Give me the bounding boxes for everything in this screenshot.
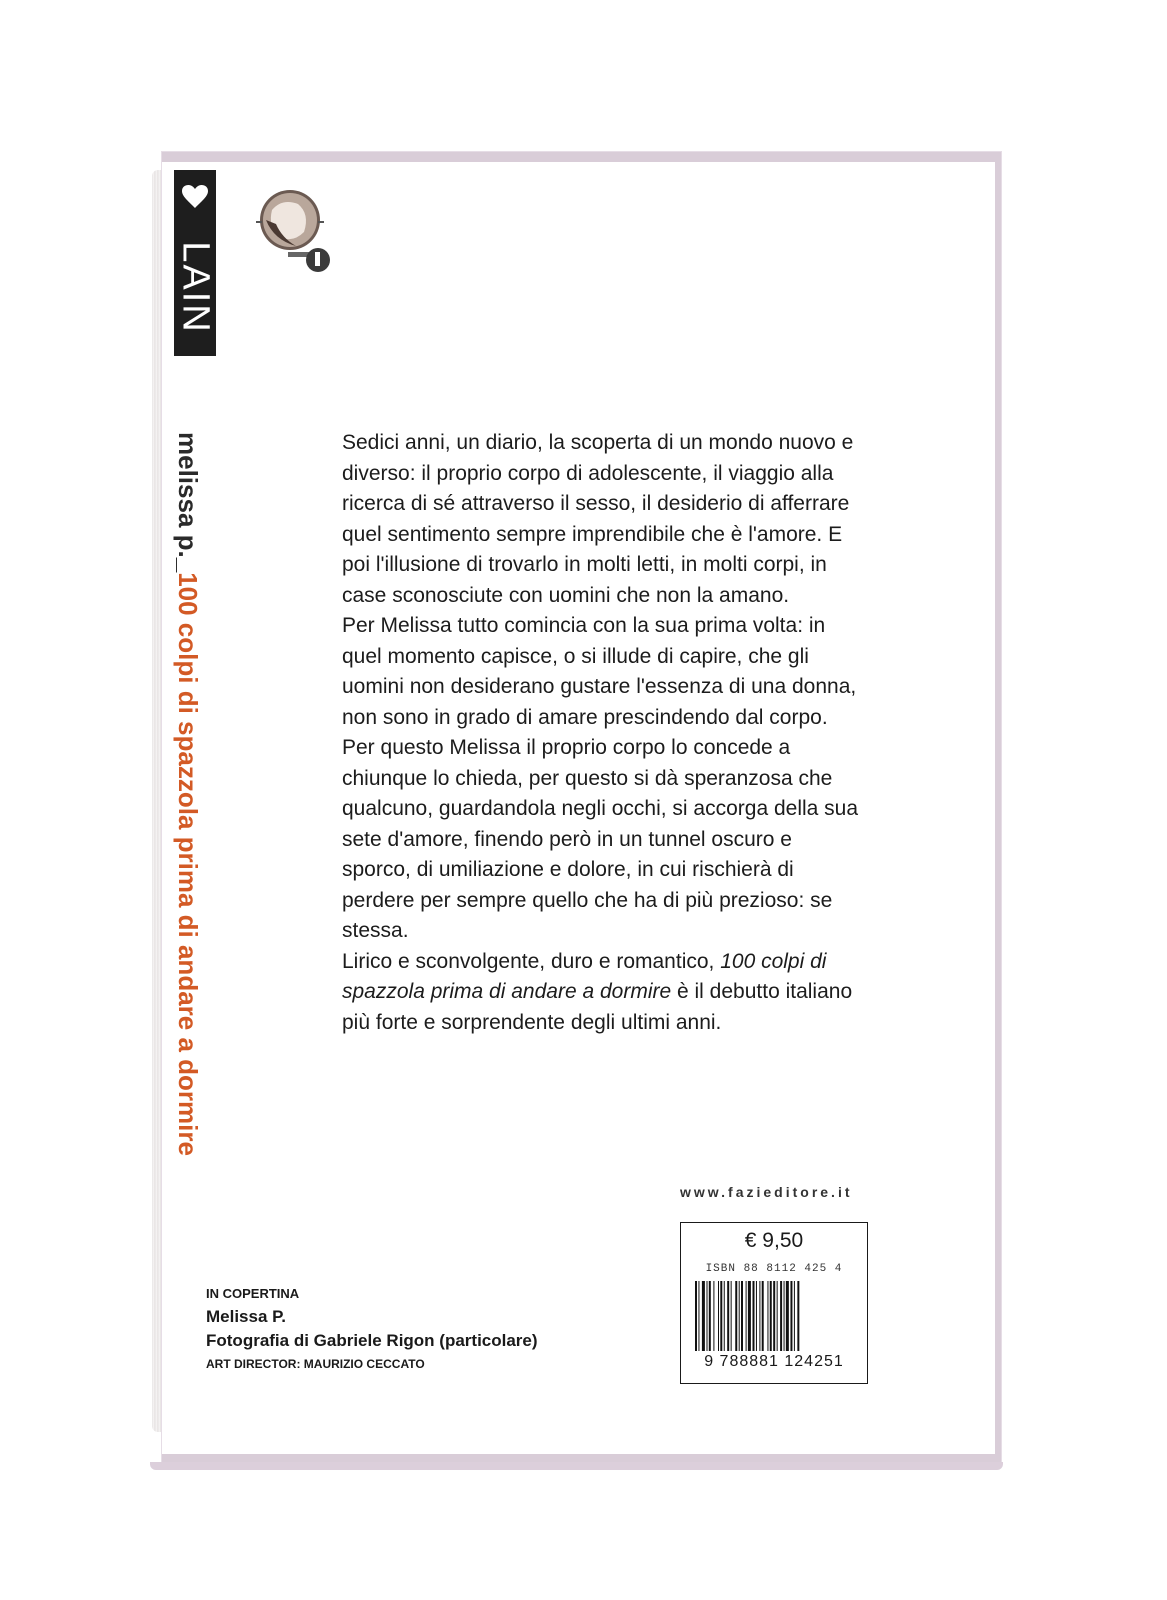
back-cover-blurb (342, 428, 862, 1038)
blurb-paragraph: Per Melissa tutto comincia con la sua prima volta: in quel momento capisce, o si illude di capire, che gli uomini non desiderano gustare l'essenza di una donna, non sono in grado di amare prescindendo dal corpo. Per questo Melissa il proprio corpo lo concede a chiunque lo chieda, per questo si dà speranzosa che qualcuno, guardandola negli occhi, si accorga della sua sete d'amore, finendo però in un tunnel oscuro e sporco, di umiliazione e dolore, in cui rischierà di perdere per sempre quello che ha di più prezioso: se stessa. (342, 614, 859, 942)
barcode-bar (753, 1281, 755, 1351)
publisher-website: www.fazieditore.it (680, 1184, 853, 1200)
barcode-bar (720, 1281, 722, 1351)
barcode-bar (770, 1281, 772, 1351)
barcode-bar (718, 1281, 719, 1351)
barcode-bar (741, 1281, 743, 1351)
barcode-bar (784, 1281, 785, 1351)
barcode-bar (756, 1281, 757, 1351)
price: € 9,50 (744, 1229, 804, 1252)
barcode-bar (780, 1281, 782, 1351)
barcode-number: 9 788881 124251 (704, 1353, 844, 1370)
price-barcode-box (680, 1222, 868, 1384)
publisher-logo (174, 170, 216, 356)
barcode-bar (713, 1281, 714, 1351)
barcode-bar (746, 1281, 747, 1351)
barcode-bar (724, 1281, 725, 1351)
barcode-bar (748, 1281, 751, 1351)
barcode-bar (794, 1281, 795, 1351)
isbn-text: ISBN 88 8112 425 4 (705, 1263, 843, 1275)
barcode-bar (731, 1281, 732, 1351)
heart-icon (181, 184, 209, 210)
barcode-bar (786, 1281, 789, 1351)
cover-photo-thumbnail (252, 180, 342, 290)
spine-author: melissa p._ (173, 432, 203, 573)
barcode-bar (709, 1281, 711, 1351)
credits-subject: Melissa P. (206, 1307, 287, 1326)
barcode-bar (695, 1281, 697, 1351)
spine-text (168, 432, 228, 1156)
barcode-bar (702, 1281, 705, 1351)
barcode-bar (790, 1281, 792, 1351)
blurb-paragraph: Lirico e sconvolgente, duro e romantico, 100 colpi di spazzola prima di andare a dormire è il debutto italiano più forte e sorprendente degli ultimi anni. (342, 949, 853, 1034)
barcode-bar (698, 1281, 699, 1351)
barcode-bar (727, 1281, 729, 1351)
barcode-bar (767, 1281, 768, 1351)
barcode-bar (739, 1281, 740, 1351)
spine-title: 100 colpi di spazzola prima di andare a dormire (173, 572, 203, 1156)
barcode-bar (773, 1281, 775, 1351)
barcode (695, 1281, 855, 1351)
credits-photo: Fotografia di Gabriele Rigon (particolare) (206, 1331, 538, 1350)
book-back-cover (162, 152, 1001, 1466)
book-title-italic: 100 colpi di spazzola prima di andare a dormire (342, 949, 827, 1003)
barcode-bar (759, 1281, 760, 1351)
barcode-bar (707, 1281, 708, 1351)
blurb-paragraph: Sedici anni, un diario, la scoperta di un mondo nuovo e diverso: il proprio corpo di adolescente, il viaggio alla ricerca di sé attraverso il sesso, il desiderio di afferrare quel sentimento sempre imprendibile che è l'amore. E poi l'illusione di trovarlo in molti letti, in molti corpi, in case sconosciute con uomini che non la amano. (342, 431, 854, 607)
credits-art-director: ART DIRECTOR: MAURIZIO CECCATO (206, 1357, 425, 1371)
cover-credits (206, 1286, 626, 1371)
barcode-bar (777, 1281, 778, 1351)
barcode-bar (797, 1281, 799, 1351)
barcode-bar (762, 1281, 764, 1351)
credits-label: IN COPERTINA (206, 1286, 300, 1301)
logo-text: LAIN (174, 240, 217, 334)
barcode-bar (735, 1281, 737, 1351)
